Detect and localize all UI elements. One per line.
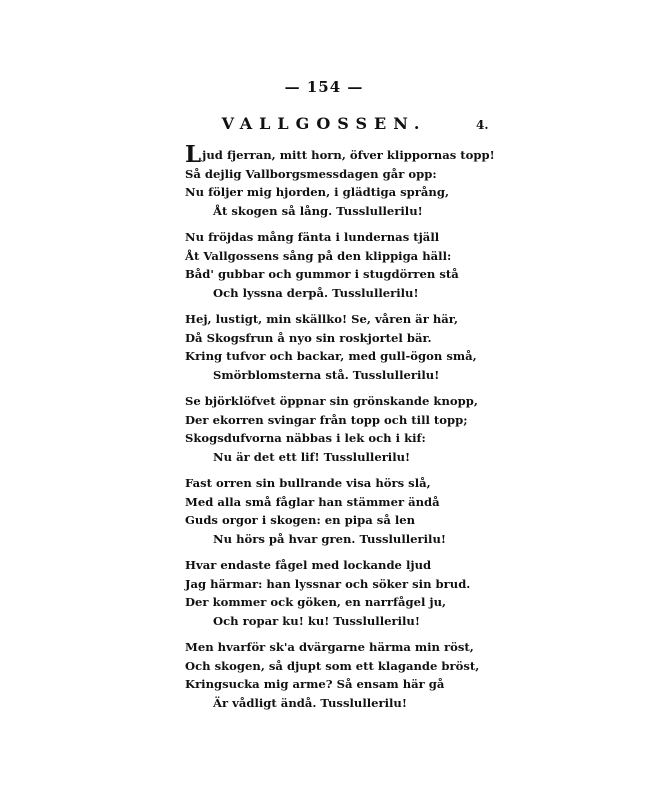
- poem-line: Fast orren sin bullrande visa hörs slå,: [185, 476, 431, 490]
- poem-line-refrain: Nu hörs på hvar gren. Tusslullerilu!: [213, 531, 446, 546]
- poem-line: [185, 141, 515, 168]
- poem-line: Men hvarför sk'a dvärgarne härma min röst,: [185, 640, 474, 654]
- poem-line: Med alla små fåglar han stämmer ändå: [185, 494, 440, 509]
- poem-line: Båd' gubbar och gummor i stugdörren stå: [185, 267, 459, 281]
- poem-body: [185, 141, 515, 720]
- poem-line: Guds orgor i skogen: en pipa så len: [185, 513, 416, 527]
- stanza-5: [185, 474, 515, 548]
- stanza-7: [185, 638, 515, 712]
- poem-line-text: jud fjerran, mitt horn, öfver klippornas topp!: [202, 148, 495, 162]
- drop-cap: L: [185, 141, 202, 168]
- poem-line-refrain: Nu är det ett lif! Tusslullerilu!: [213, 449, 411, 464]
- poem-line: Då Skogsfrun å nyo sin roskjortel bär.: [185, 330, 432, 345]
- poem-line: Och skogen, så djupt som ett klagande bröst,: [185, 658, 480, 673]
- stanza-6: [185, 556, 515, 630]
- poem-line: Se björklöfvet öppnar sin grönskande knopp,: [185, 394, 478, 408]
- poem-line: Der kommer ock göken, en narrfågel ju,: [185, 595, 447, 609]
- title-mark: 4.: [476, 118, 489, 132]
- poem-line: Nu följer mig hjorden, i glädtiga språng,: [185, 185, 449, 199]
- poem-line: Skogsdufvorna näbbas i lek och i kif:: [185, 431, 426, 445]
- poem-line-refrain: Och lyssna derpå. Tusslullerilu!: [213, 285, 419, 300]
- poem-line: Hej, lustigt, min skällko! Se, våren är här,: [185, 312, 459, 326]
- stanza-3: [185, 310, 515, 384]
- poem-line-refrain: Smörblomsterna stå. Tusslullerilu!: [213, 367, 440, 382]
- stanza-1: [185, 141, 515, 220]
- poem-line: Kringsucka mig arme? Så ensam här gå: [185, 677, 445, 691]
- poem-line-refrain: Och ropar ku! ku! Tusslullerilu!: [213, 613, 420, 628]
- poem-title: VALLGOSSEN.: [221, 114, 427, 133]
- poem-line: Nu fröjdas mång fänta i lundernas tjäll: [185, 230, 440, 244]
- stanza-4: [185, 392, 515, 466]
- title-row: [0, 114, 648, 133]
- poem-line: Hvar endaste fågel med lockande ljud: [185, 558, 432, 572]
- stanza-2: [185, 228, 515, 302]
- poem-line: Så dejlig Vallborgsmessdagen går opp:: [185, 166, 437, 181]
- poem-line: Kring tufvor och backar, med gull-ögon små,: [185, 349, 477, 363]
- page-number: — 154 —: [284, 78, 364, 96]
- poem-line: Åt Vallgossens sång på den klippiga häll:: [185, 248, 452, 263]
- poem-line: Jag härmar: han lyssnar och söker sin brud.: [185, 576, 471, 591]
- poem-line-refrain: Är vådligt ändå. Tusslullerilu!: [213, 695, 407, 710]
- poem-line: Der ekorren svingar från topp och till topp;: [185, 412, 468, 427]
- poem-line-refrain: Åt skogen så lång. Tusslullerilu!: [213, 203, 423, 218]
